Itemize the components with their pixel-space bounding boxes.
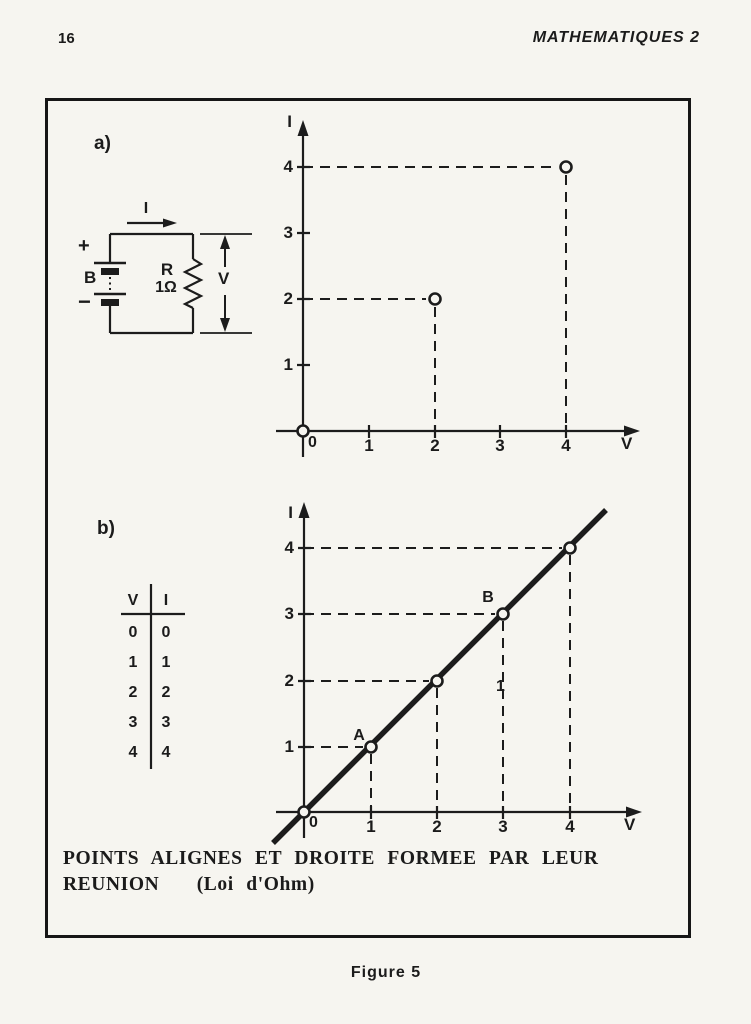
chart-a <box>276 120 640 457</box>
chart-b-origin-label: 0 <box>309 814 318 831</box>
chart-a-y-arrow <box>298 120 309 136</box>
figure-number: Figure 5 <box>350 964 422 981</box>
panel-a-label: a) <box>94 133 111 154</box>
chart-a-x-axis-label: V <box>621 434 633 453</box>
table-cell-i1: 1 <box>161 654 171 671</box>
table-cell-i3: 3 <box>161 714 171 731</box>
chart-a-x-tick-4: 4 <box>561 436 571 455</box>
chart-b-x-tick-4: 4 <box>565 817 575 836</box>
battery-plate-thick-1 <box>101 268 119 275</box>
point-a-label: A <box>353 727 365 744</box>
battery-minus-sign: − <box>78 289 91 314</box>
chart-a-x-tick-1: 1 <box>364 436 374 455</box>
figure-caption-line1: POINTS ALIGNES ET DROITE FORMEE PAR LEUR <box>63 848 599 869</box>
table-cell-v0: 0 <box>128 624 138 641</box>
chart-b-y-tick-1: 1 <box>284 737 294 756</box>
table-cell-v2: 2 <box>128 684 138 701</box>
battery-plus-sign: + <box>78 235 90 257</box>
point-b-label: B <box>482 589 494 606</box>
battery-plate-thick-2 <box>101 299 119 306</box>
table-header-v: V <box>127 592 139 609</box>
stray-print-mark: 1 <box>496 678 505 695</box>
chart-b-y-arrow <box>299 502 310 518</box>
circuit-top-bottom-wires <box>110 234 193 333</box>
panel-b-label: b) <box>97 518 115 539</box>
value-table-rules <box>121 584 185 769</box>
chart-a-origin-label: 0 <box>308 434 317 451</box>
table-cell-v1: 1 <box>128 654 138 671</box>
running-header-title: MATHEMATIQUES 2 <box>532 29 700 46</box>
resistor-value-label: 1Ω <box>155 279 177 296</box>
circuit-current-label: I <box>143 200 149 217</box>
chart-a-y-tick-4: 4 <box>283 157 293 176</box>
table-cell-v3: 3 <box>128 714 138 731</box>
chart-b <box>273 502 642 843</box>
chart-b-x-tick-1: 1 <box>366 817 376 836</box>
resistor-name-label: R <box>160 260 174 279</box>
circuit-voltage-label: V <box>218 269 230 288</box>
table-cell-i4: 4 <box>161 744 171 761</box>
chart-a-x-tick-2: 2 <box>430 436 440 455</box>
chart-b-y-tick-2: 2 <box>284 671 294 690</box>
page-number: 16 <box>58 30 75 47</box>
figure-frame <box>45 98 691 938</box>
table-cell-v4: 4 <box>128 744 138 761</box>
chart-a-y-axis-label: I <box>287 112 292 131</box>
resistor-zigzag <box>185 259 201 308</box>
chart-b-x-axis-label: V <box>624 815 636 834</box>
chart-b-y-tick-3: 3 <box>284 604 294 623</box>
table-header-i: I <box>163 592 169 609</box>
voltage-arrow-head-up <box>220 235 230 249</box>
chart-b-y-tick-4: 4 <box>284 538 294 557</box>
chart-a-x-tick-3: 3 <box>495 436 505 455</box>
voltage-arrow-head-down <box>220 318 230 332</box>
figure-artwork <box>48 101 688 935</box>
table-cell-i2: 2 <box>161 684 171 701</box>
chart-a-y-tick-2: 2 <box>283 289 293 308</box>
chart-a-y-tick-1: 1 <box>283 355 293 374</box>
battery-label: B <box>84 268 97 287</box>
chart-b-x-tick-3: 3 <box>498 817 508 836</box>
current-arrow-head <box>163 219 177 228</box>
chart-a-y-tick-3: 3 <box>283 223 293 242</box>
chart-b-y-axis-label: I <box>288 503 293 522</box>
figure-caption-line2: REUNION (Loi d'Ohm) <box>63 874 315 895</box>
chart-b-x-tick-2: 2 <box>432 817 442 836</box>
table-cell-i0: 0 <box>161 624 171 641</box>
